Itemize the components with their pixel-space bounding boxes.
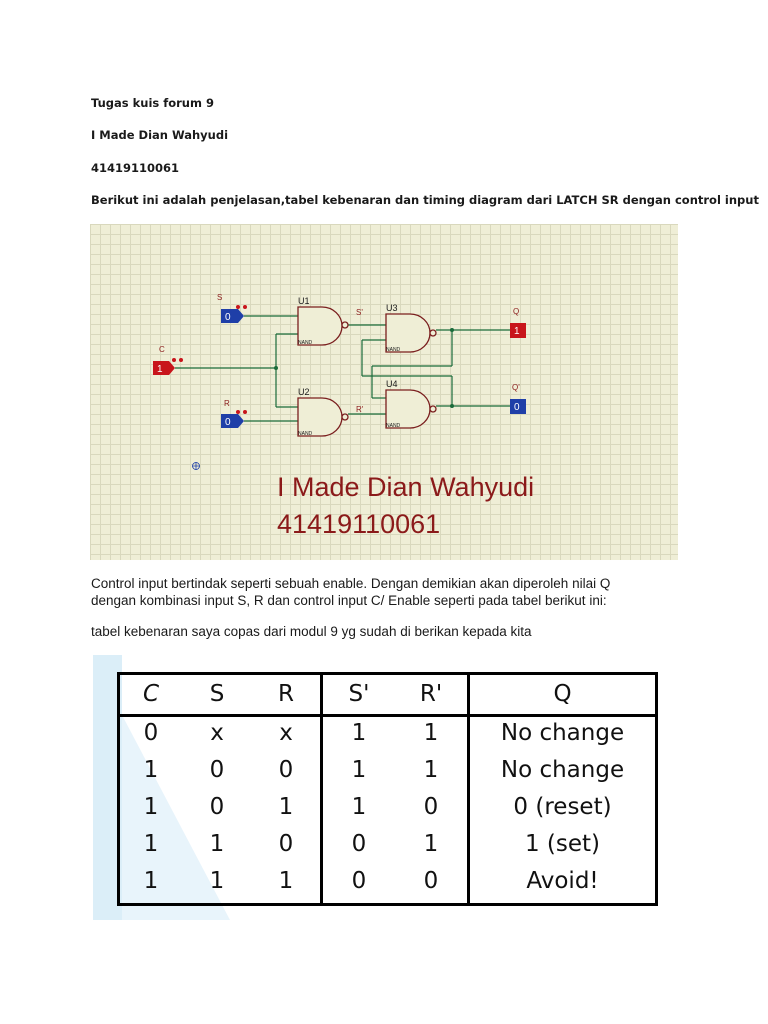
author-name: I Made Dian Wahyudi: [91, 128, 229, 142]
cell-s-prime: 0: [351, 868, 367, 894]
u1-label: U1: [298, 296, 310, 306]
cell-c: 1: [143, 794, 159, 820]
u3-label: U3: [386, 303, 398, 313]
cell-s: 1: [209, 831, 225, 857]
c-input-value: 1: [157, 364, 163, 375]
student-id: 41419110061: [91, 161, 180, 175]
cell-r: 1: [278, 868, 294, 894]
u4-label: U4: [386, 379, 398, 389]
watermark-name: I Made Dian Wahyudi: [277, 472, 535, 502]
cell-s: x: [210, 720, 224, 746]
header-s-prime: S': [348, 681, 370, 707]
cell-s: 0: [209, 794, 225, 820]
cell-q: Avoid!: [526, 868, 599, 894]
u1-type: NAND: [298, 340, 313, 346]
cell-r: 0: [278, 831, 294, 857]
table-row: [120, 866, 655, 903]
origin-marker-icon: [192, 462, 200, 470]
table-row: [120, 718, 655, 755]
u2-type: NAND: [298, 431, 313, 437]
table-row: [120, 792, 655, 829]
u2-label: U2: [298, 387, 310, 397]
cell-s: 0: [209, 757, 225, 783]
watermark-id: 41419110061: [277, 509, 441, 539]
header-q: Q: [553, 681, 572, 707]
cell-c: 0: [143, 720, 159, 746]
cell-s: 1: [209, 868, 225, 894]
q-output-label: Q: [513, 307, 520, 316]
cell-r: x: [279, 720, 293, 746]
cell-s-prime: 1: [351, 794, 367, 820]
cell-r-prime: 0: [423, 794, 439, 820]
intro-text: Berikut ini adalah penjelasan,tabel kebenaran dan timing diagram dari LATCH SR dengan control input: [91, 193, 759, 207]
q-output-value: 1: [514, 326, 520, 337]
paragraph-line-2: dengan kombinasi input S, R dan control input C/ Enable seperti pada tabel berikut ini:: [91, 593, 607, 608]
table-row: [120, 829, 655, 866]
s-input-label: S: [217, 293, 223, 302]
header-r-prime: R': [419, 681, 443, 707]
cell-c: 1: [143, 868, 159, 894]
cell-s-prime: 0: [351, 831, 367, 857]
truth-table: [117, 672, 658, 906]
r-input-value: 0: [225, 417, 231, 428]
cell-s-prime: 1: [351, 720, 367, 746]
cell-r-prime: 0: [423, 868, 439, 894]
cell-c: 1: [143, 831, 159, 857]
cell-q: No change: [500, 757, 625, 783]
truth-table-figure: [90, 655, 670, 920]
r-input-label: R: [224, 399, 230, 408]
qn-output-label: Q': [512, 383, 520, 392]
cell-r: 1: [278, 794, 294, 820]
u4-type: NAND: [386, 423, 401, 429]
cell-r-prime: 1: [423, 757, 439, 783]
cell-q: 1 (set): [524, 831, 601, 857]
header-c: C: [142, 681, 160, 707]
latch-schematic: [90, 224, 678, 560]
s-input-value: 0: [225, 312, 231, 323]
cell-r-prime: 1: [423, 831, 439, 857]
qn-output-value: 0: [514, 402, 520, 413]
s-prime-label: S': [356, 308, 363, 317]
paragraph-line-1: Control input bertindak seperti sebuah enable. Dengan demikian akan diperoleh nilai Q: [91, 576, 611, 591]
truth-table-header: [120, 675, 655, 717]
cell-q: 0 (reset): [513, 794, 612, 820]
cell-q: No change: [500, 720, 625, 746]
c-input-label: C: [159, 345, 165, 354]
cell-r: 0: [278, 757, 294, 783]
page-title: Tugas kuis forum 9: [91, 96, 214, 110]
u3-type: NAND: [386, 347, 401, 353]
paragraph-copy-note: tabel kebenaran saya copas dari modul 9 yg sudah di berikan kepada kita: [91, 624, 532, 639]
header-s: S: [209, 681, 225, 707]
cell-r-prime: 1: [423, 720, 439, 746]
table-row: [120, 755, 655, 792]
cell-c: 1: [143, 757, 159, 783]
cell-s-prime: 1: [351, 757, 367, 783]
r-prime-label: R': [356, 405, 364, 414]
header-r: R: [278, 681, 294, 707]
